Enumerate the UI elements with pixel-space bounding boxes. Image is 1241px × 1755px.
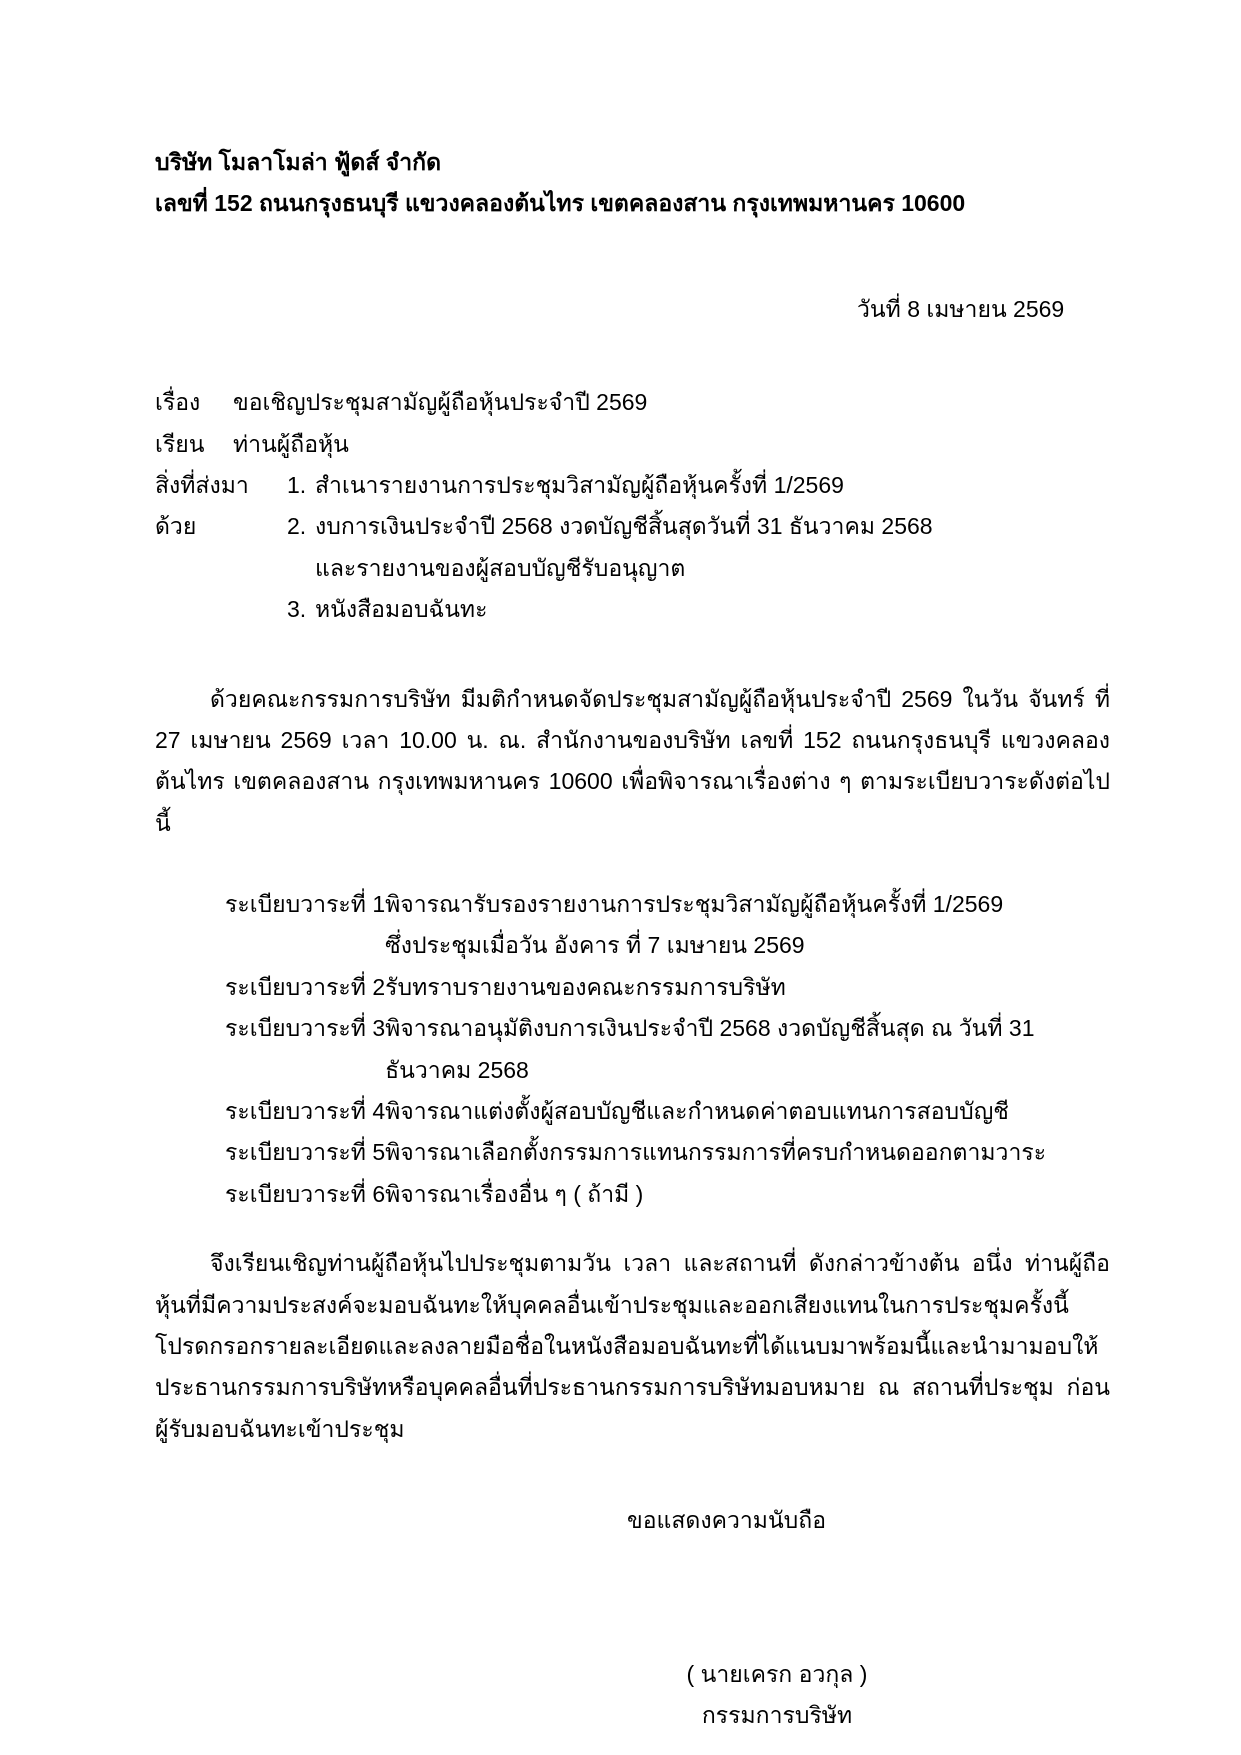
attachment-number: 3.: [287, 596, 307, 623]
signatory-title: กรรมการบริษัท: [701, 1701, 853, 1728]
agenda-item-text: [385, 884, 1110, 967]
agenda-item-4: [225, 1091, 1110, 1132]
list-item: [287, 589, 1110, 630]
agenda-line: พิจารณาเรื่องอื่น ๆ ( ถ้ามี ): [385, 1180, 644, 1207]
agenda-item-label: ระเบียบวาระที่ 6: [225, 1180, 386, 1207]
subject-value: ขอเชิญประชุมสามัญผู้ถือหุ้นประจำปี 2569: [233, 389, 648, 416]
attachment-number: 1.: [287, 471, 307, 498]
attachment-line: หนังสือมอบฉันทะ: [315, 596, 488, 623]
agenda-line: พิจารณาเลือกตั้งกรรมการแทนกรรมการที่ครบกำหนดออกตามวาระ: [385, 1139, 1047, 1166]
agenda-item-5: [225, 1132, 1110, 1173]
agenda-item-text: [385, 1174, 1110, 1215]
company-address: เลขที่ 152 ถนนกรุงธนบุรี แขวงคลองต้นไทร เขตคลองสาน กรุงเทพมหานคร 10600: [155, 190, 966, 217]
attachment-text: [315, 506, 933, 589]
attachment-text: [315, 589, 487, 630]
agenda-line: พิจารณารับรองรายงานการประชุมวิสามัญผู้ถือหุ้นครั้งที่ 1/2569: [385, 891, 1004, 918]
agenda-line: พิจารณาอนุมัติงบการเงินประจำปี 2568 งวดบัญชีสิ้นสุด ณ วันที่ 31 ธันวาคม 2568: [385, 1015, 1035, 1083]
attachment-line: และรายงานของผู้สอบบัญชีรับอนุญาต: [315, 554, 686, 581]
body-paragraph-1: ด้วยคณะกรรมการบริษัท มีมติกำหนดจัดประชุมสามัญผู้ถือหุ้นประจำปี 2569 ในวัน จันทร์ ที่ 27 เมษายน 2569 เวลา 10.00 น. ณ. สำนักงานของบริษัท เลขที่ 152 ถนนกรุงธนบุรี แขวงคลองต้นไทร เขตคลองสาน กรุงเทพมหานคร 10600 เพื่อพิจารณาเรื่องต่าง ๆ ตามระเบียบวาระดังต่อไปนี้: [155, 685, 1110, 836]
company-name: บริษัท โมลาโมล่า ฟู้ดส์ จำกัด: [155, 149, 442, 175]
closing-phrase: ขอแสดงความนับถือ: [627, 1507, 827, 1534]
list-item: [287, 465, 1110, 506]
recipient-label: เรียน: [155, 430, 205, 457]
attachments-list: [287, 465, 1110, 631]
agenda-line: พิจารณาแต่งตั้งผู้สอบบัญชีและกำหนดค่าตอบแทนการสอบบัญชี: [385, 1098, 1009, 1125]
recipient-row: [155, 424, 1110, 465]
attachment-text: [315, 465, 844, 506]
agenda-line: รับทราบรายงานของคณะกรรมการบริษัท: [385, 973, 786, 1000]
agenda-item-1: [225, 884, 1110, 967]
letter-header: [155, 142, 1110, 225]
agenda-item-label: ระเบียบวาระที่ 4: [225, 1098, 386, 1125]
agenda-item-text: [385, 1091, 1110, 1132]
agenda-item-3: [225, 1008, 1110, 1091]
letter-meta: [155, 382, 1110, 630]
body-paragraph-2: จึงเรียนเชิญท่านผู้ถือหุ้นไปประชุมตามวัน เวลา และสถานที่ ดังกล่าวข้างต้น อนึ่ง ท่านผู้ถือหุ้นที่มีความประสงค์จะมอบฉันทะให้บุคคลอื่นเข้าประชุมและออกเสียงแทนในการประชุมครั้งนี้ โปรดกรอกรายละเอียดและลงลายมือชื่อในหนังสือมอบฉันทะที่ได้แนบมาพร้อมนี้และนำมามอบให้ประธานกรรมการบริษัทหรือบุคคลอื่นที่ประธานกรรมการบริษัทมอบหมาย ณ สถานที่ประชุม ก่อนผู้รับมอบฉันทะเข้าประชุม: [155, 1250, 1110, 1442]
agenda-line: ซึ่งประชุมเมื่อวัน อังคาร ที่ 7 เมษายน 2569: [385, 932, 805, 959]
attachment-number: 2.: [287, 513, 307, 540]
recipient-value: ท่านผู้ถือหุ้น: [233, 430, 349, 457]
subject-label: เรื่อง: [155, 389, 201, 416]
agenda-item-label: ระเบียบวาระที่ 3: [225, 1015, 386, 1042]
attachment-line: งบการเงินประจำปี 2568 งวดบัญชีสิ้นสุดวันที่ 31 ธันวาคม 2568: [315, 513, 933, 540]
list-item: [287, 506, 1110, 589]
subject-row: [155, 382, 1110, 423]
agenda-item-label: ระเบียบวาระที่ 2: [225, 973, 386, 1000]
date-line: วันที่ 8 เมษายน 2569: [857, 295, 1065, 322]
agenda-item-label: ระเบียบวาระที่ 1: [225, 891, 386, 918]
agenda-item-text: [385, 967, 1110, 1008]
attachments-label: สิ่งที่ส่งมาด้วย: [155, 471, 249, 540]
agenda-list: [225, 884, 1110, 1215]
agenda-item-text: [385, 1132, 1110, 1173]
agenda-item-label: ระเบียบวาระที่ 5: [225, 1139, 386, 1166]
attachment-line: สำเนารายงานการประชุมวิสามัญผู้ถือหุ้นครั้งที่ 1/2569: [315, 471, 844, 498]
signature-block: [607, 1654, 947, 1737]
agenda-item-6: [225, 1174, 1110, 1215]
attachments-row: [155, 465, 1110, 631]
agenda-item-text: [385, 1008, 1110, 1091]
signatory-name: ( นายเครก อวกุล ): [686, 1660, 868, 1687]
agenda-item-2: [225, 967, 1110, 1008]
